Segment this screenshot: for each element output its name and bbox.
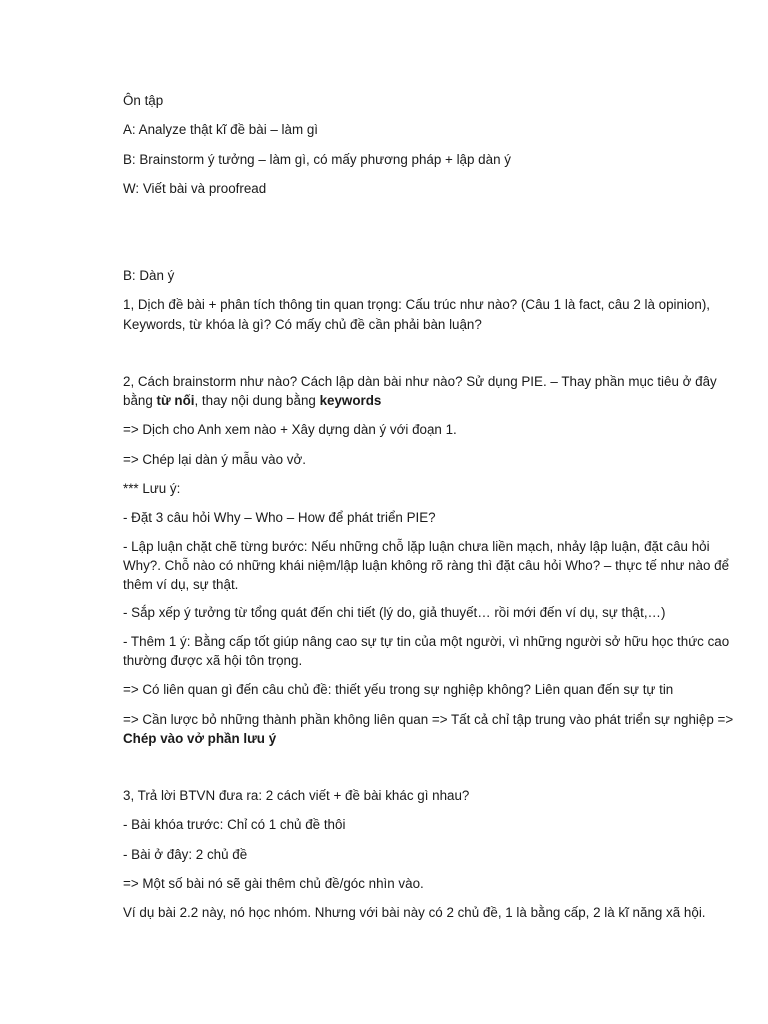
text-fragment: bằng [123,393,157,408]
item-2-line-1: 2, Cách brainstorm như nào? Cách lập dàn bài như nào? Sử dụng PIE. – Thay phần mục tiêu ở đây [123,374,717,389]
text-fragment: , thay nội dung bằng [194,393,320,408]
step-w-line: W: Viết bài và proofread [123,181,267,196]
item-3-line: 3, Trả lời BTVN đưa ra: 2 cách viết + đề bài khác gì nhau? [123,788,470,803]
note-bullet-1: - Đặt 3 câu hỏi Why – Who – How để phát triển PIE? [123,510,436,525]
note-bullet-4-line-2: thường được xã hội tôn trọng. [123,653,303,668]
arrow-line-relevance: => Có liên quan gì đến câu chủ đề: thiết yếu trong sự nghiệp không? Liên quan đến sự tự tin [123,682,674,697]
note-bullet-4-line-1: - Thêm 1 ý: Bằng cấp tốt giúp nâng cao sự tự tin của một người, vì những người sở hữu học thức cao [123,634,730,649]
item-3-arrow-line: => Một số bài nó sẽ gài thêm chủ đề/góc nhìn vào. [123,876,424,891]
arrow-line-trim-line-2 [123,728,703,749]
item-1-line-2: Keywords, từ khóa là gì? Có mấy chủ đề cần phải bàn luận? [123,317,482,332]
example-line: Ví dụ bài 2.2 này, nó học nhóm. Nhưng với bài này có 2 chủ đề, 1 là bằng cấp, 2 là kĩ năng xã hội. [123,905,706,920]
bold-text-tu-noi: từ nối [156,393,195,408]
arrow-line-translate: => Dịch cho Anh xem nào + Xây dựng dàn ý với đoạn 1. [123,422,457,437]
item-1-line-1: 1, Dịch đề bài + phân tích thông tin quan trọng: Cấu trúc như nào? (Câu 1 là fact, câu 2 là opinion), [123,297,710,312]
arrow-line-copy-outline: => Chép lại dàn ý mẫu vào vở. [123,452,306,467]
item-2-line-2 [123,390,703,411]
heading-on-tap: Ôn tập [123,93,164,108]
bold-text-keywords: keywords [319,393,382,408]
note-bullet-2-line-1: - Lập luận chặt chẽ từng bước: Nếu những chỗ lặp luận chưa liền mạch, nhảy lập luận, đặt câu hỏi [123,539,710,554]
item-3-bullet-2: - Bài ở đây: 2 chủ đề [123,847,248,862]
note-heading: *** Lưu ý: [123,481,181,496]
item-3-bullet-1: - Bài khóa trước: Chỉ có 1 chủ đề thôi [123,817,346,832]
note-bullet-3: - Sắp xếp ý tưởng từ tổng quát đến chi tiết (lý do, giả thuyết… rồi mới đến ví dụ, sự thật,…) [123,605,666,620]
note-bullet-2-line-2: Why?. Chỗ nào có những khái niệm/lập luận không rõ ràng thì đặt câu hỏi Who? – thực tế như nào để [123,558,730,573]
bold-text-copy-notes: Chép vào vở phần lưu ý [123,731,277,746]
step-a-line: A: Analyze thật kĩ đề bài – làm gì [123,122,319,137]
section-b-heading: B: Dàn ý [123,268,175,283]
note-bullet-2-line-3: thêm ví dụ, sự thật. [123,577,239,592]
step-b-line: B: Brainstorm ý tưởng – làm gì, có mấy phương pháp + lập dàn ý [123,152,511,167]
arrow-line-trim-line-1: => Cần lược bỏ những thành phần không liên quan => Tất cả chỉ tập trung vào phát triển sự nghiệp => [123,712,734,727]
